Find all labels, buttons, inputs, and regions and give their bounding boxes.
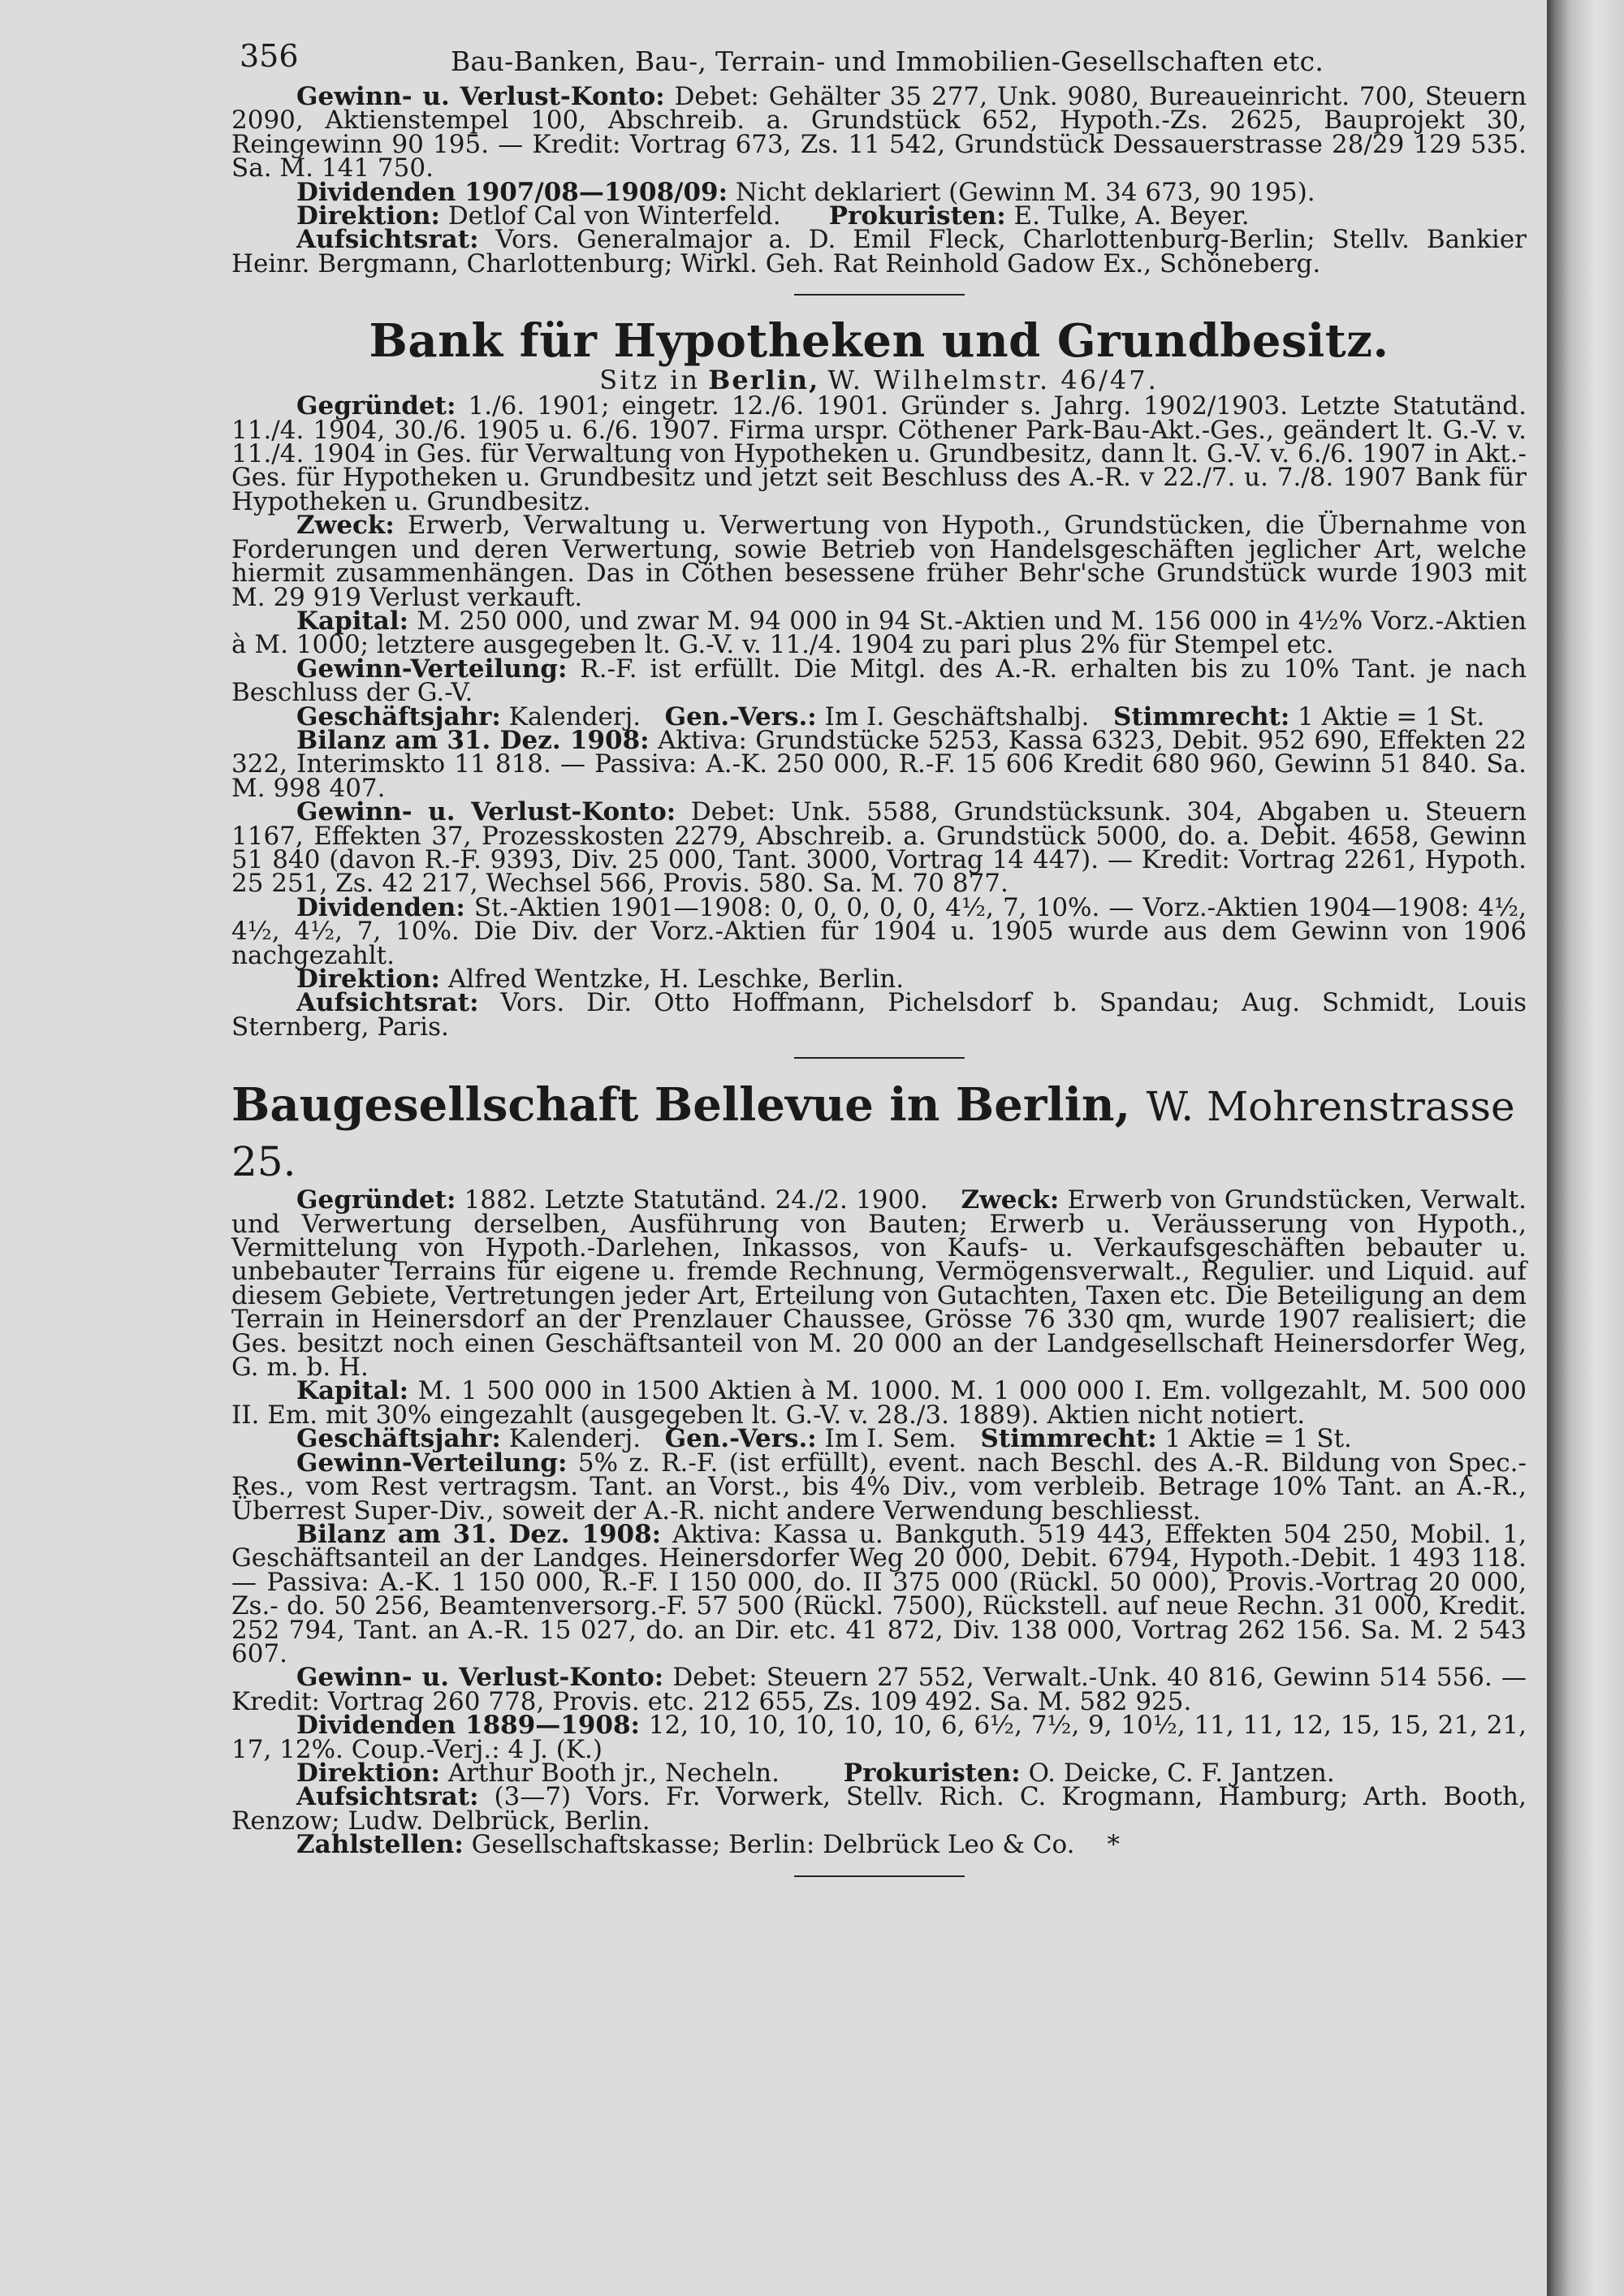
- label: Direktion:: [296, 201, 440, 231]
- kapital-3: [231, 1376, 1527, 1430]
- seat-address: W. Wilhelmstr. 46/47.: [827, 365, 1159, 396]
- aufsichtsrat-2: [231, 988, 1527, 1042]
- label: Prokuristen:: [843, 1758, 1021, 1788]
- entry-text: 1 Aktie = 1 St.: [1164, 1424, 1352, 1454]
- entry-text: Detlof Cal von Winterfeld.: [447, 201, 781, 231]
- label: Gewinn- u. Verlust-Konto:: [296, 1663, 664, 1693]
- aufsichtsrat-1: [231, 225, 1527, 278]
- entry-text: O. Deicke, C. F. Jantzen.: [1028, 1758, 1335, 1788]
- entry-text: Debet: Steuern 27 552, Verwalt.-Unk. 40 816, Gewinn 514 556. — Kredit: Vortrag 260 778, Provis. etc. 212 655, Zs. 109 492. Sa. M. 582 925.: [231, 1663, 1527, 1716]
- label: Stimmrecht:: [1112, 701, 1290, 732]
- entry-text: Kalenderj.: [508, 701, 641, 732]
- seat-city: Berlin,: [708, 365, 820, 396]
- entry-text: M. 250 000, und zwar M. 94 000 in 94 St.-Aktien und M. 156 000 in 4½% Vorz.-Aktien à M. 1000; letztere ausgegeben lt. G.-V. v. 11./4. 1904 zu pari plus 2% für Stempel etc.: [231, 606, 1527, 660]
- dividenden-2: [231, 892, 1527, 970]
- zweck-2: [231, 511, 1527, 612]
- gegruendet-zweck-3: [231, 1185, 1527, 1383]
- gewinn-verteilung-3: [231, 1448, 1527, 1526]
- entry-text: M. 1 500 000 in 1500 Aktien à M. 1000. M. 1 000 000 I. Em. vollgezahlt, M. 500 000 II. Em. mit 30% eingezahlt (ausgegeben lt. G.-V. v. 28./3. 1889). Aktien nicht notiert.: [231, 1376, 1527, 1430]
- label: Kapital:: [296, 1376, 409, 1406]
- entry-text: Nicht deklariert (Gewinn M. 34 673, 90 195).: [735, 177, 1315, 207]
- entry-text: R.-F. ist erfüllt. Die Mitgl. des A.-R. erhalten bis zu 10% Tant. je nach Beschluss der G.-V.: [231, 654, 1527, 708]
- label: Geschäftsjahr:: [296, 1424, 501, 1454]
- entry-text: Alfred Wentzke, H. Leschke, Berlin.: [447, 965, 905, 994]
- section-previous-company: [231, 82, 1527, 278]
- company-title: [231, 1078, 1527, 1189]
- section-separator: [794, 1057, 965, 1059]
- kapital-2: [231, 606, 1527, 660]
- section-separator: [794, 294, 965, 296]
- label: Direktion:: [296, 965, 440, 994]
- label: Zahlstellen:: [296, 1830, 464, 1860]
- label: Dividenden 1907/08—1908/09:: [296, 177, 728, 207]
- label: Aufsichtsrat:: [296, 988, 479, 1018]
- section-baugesellschaft-bellevue: [231, 1078, 1527, 1860]
- label: Gewinn-Verteilung:: [296, 654, 568, 684]
- entry-text: 1./6. 1901; eingetr. 12./6. 1901. Gründer s. Jahrg. 1902/1903. Letzte Statutänd. 11./4. 1904, 30./6. 1905 u. 6./6. 1907. Firma urspr. Cöthener Park-Bau-Akt.-Ges., geändert lt. G.-V. v. 11./4. 1904 in Ges. für Verwaltung von Hypotheken u. Grundbesitz, dann lt. G.-V. v. 6./6. 1907 in Akt.-Ges. für Hypotheken u. Grundbesitz und jetzt seit Beschluss des A.-R. v 22./7. u. 7./8. 1907 Bank für Hypotheken u. Grundbesitz.: [231, 391, 1527, 516]
- section-bank-fuer-hypotheken: [231, 314, 1527, 1042]
- end-mark: *: [1107, 1830, 1121, 1860]
- label: Gegründet:: [296, 1185, 456, 1215]
- label: Gewinn-Verteilung:: [296, 1448, 568, 1478]
- bilanz-3: [231, 1519, 1527, 1668]
- page-edge-shadow: [1547, 0, 1624, 2296]
- label: Geschäftsjahr:: [296, 701, 501, 732]
- company-title: Bank für Hypotheken und Grundbesitz.: [369, 314, 1389, 369]
- entry-text: Vors. Dir. Otto Hoffmann, Pichelsdorf b. Spandau; Aug. Schmidt, Louis Sternberg, Paris.: [231, 988, 1527, 1042]
- company-seat: [231, 365, 1527, 396]
- entry-text: Arthur Booth jr., Necheln.: [447, 1758, 780, 1788]
- aufsichtsrat-3: [231, 1782, 1527, 1836]
- label: Dividenden:: [296, 892, 465, 922]
- label: Stimmrecht:: [980, 1424, 1157, 1454]
- entry-text: 1882. Letzte Statutänd. 24./2. 1900.: [464, 1185, 928, 1215]
- entry-text: Gesellschaftskasse; Berlin: Delbrück Leo & Co.: [471, 1830, 1075, 1860]
- label: Zweck:: [296, 511, 395, 541]
- entry-text: 1 Aktie = 1 St.: [1298, 701, 1485, 732]
- dividenden-3: [231, 1711, 1527, 1764]
- label: Gen.-Vers.:: [664, 1424, 817, 1454]
- entry-text: (3—7) Vors. Fr. Vorwerk, Stellv. Rich. C. Krogmann, Hamburg; Arth. Booth, Renzow; Ludw. Delbrück, Berlin.: [231, 1782, 1527, 1836]
- label: Gewinn- u. Verlust-Konto:: [296, 82, 665, 111]
- label: Dividenden 1889—1908:: [296, 1711, 641, 1741]
- page-number: 356: [240, 38, 299, 74]
- bilanz-2: [231, 725, 1527, 803]
- label: Aufsichtsrat:: [296, 225, 479, 255]
- company-name: Baugesellschaft Bellevue in Berlin,: [231, 1078, 1131, 1133]
- label: Gegründet:: [296, 391, 456, 421]
- entry-text: E. Tulke, A. Beyer.: [1013, 201, 1250, 231]
- page-content: [231, 38, 1527, 1897]
- entry-text: Aktiva: Grundstücke 5253, Kassa 6323, Debit. 952 690, Effekten 22 322, Interimskto 11 818. — Passiva: A.-K. 250 000, R.-F. 15 606 Kredit 680 960, Gewinn 51 840. Sa. M. 998 407.: [231, 725, 1527, 803]
- label: Kapital:: [296, 606, 409, 636]
- label: Direktion:: [296, 1758, 440, 1788]
- gewinn-verlust-konto-1: [231, 82, 1527, 183]
- label: Bilanz am 31. Dez. 1908:: [296, 725, 650, 755]
- zahlstellen-3: [231, 1830, 1527, 1860]
- entry-text: 12, 10, 10, 10, 10, 10, 6, 6½, 7½, 9, 10½, 11, 11, 12, 15, 15, 21, 21, 17, 12%. Coup.-Verj.: 4 J. (K.): [231, 1711, 1527, 1764]
- entry-text: Im I. Geschäftshalbj.: [824, 701, 1090, 732]
- label: Zweck:: [961, 1185, 1060, 1215]
- entry-text: Vors. Generalmajor a. D. Emil Fleck, Charlottenburg-Berlin; Stellv. Bankier Heinr. Bergmann, Charlottenburg; Wirkl. Geh. Rat Reinhold Gadow Ex., Schöneberg.: [231, 225, 1527, 278]
- label: Prokuristen:: [828, 201, 1006, 231]
- gegruendet-2: [231, 391, 1527, 516]
- entry-text: Erwerb von Grundstücken, Verwalt. und Verwertung derselben, Ausführung von Bauten; Erwerb u. Veräusserung von Hypoth., Vermittelung von Hypoth.-Darlehen, Inkassos, von Kaufs- u. Verkaufsgeschäften bebauter u. unbebauter Terrains für eigene u. fremde Rechnung, Vermögensverwalt., Regulier. und Liquid. auf diesem Gebiete, Vertretungen jeder Art, Erteilung von Gutachten, Taxen etc. Die Beteiligung an dem Terrain in Heinersdorf an der Prenzlauer Chaussee, Grösse 76 330 qm, wurde 1907 realisiert; die Ges. besitzt noch einen Geschäftsanteil von M. 20 000 an der Landgesellschaft Heinersdorfer Weg, G. m. b. H.: [231, 1185, 1527, 1383]
- label: Bilanz am 31. Dez. 1908:: [296, 1519, 662, 1549]
- section-separator: [794, 1875, 965, 1877]
- entry-text: Kalenderj.: [508, 1424, 641, 1454]
- label: Aufsichtsrat:: [296, 1782, 479, 1812]
- entry-text: 5% z. R.-F. (ist erfüllt), event. nach Beschl. des A.-R. Bildung von Spec.-Res., vom Rest vertragsm. Tant. an Vorst., bis 4% Div., vom verbleib. Betrage 10% Tant. an A.-R., Überrest Super-Div., soweit der A.-R. nicht andere Verwendung beschliesst.: [231, 1448, 1527, 1526]
- running-head: [231, 38, 1527, 85]
- running-head-title: Bau-Banken, Bau-, Terrain- und Immobilien-Gesellschaften etc.: [451, 45, 1324, 77]
- entry-text: Im I. Sem.: [824, 1424, 957, 1454]
- gewinn-verlust-konto-2: [231, 797, 1527, 899]
- entry-text: St.-Aktien 1901—1908: 0, 0, 0, 0, 0, 4½, 7, 10%. — Vorz.-Aktien 1904—1908: 4½, 4½, 4½, 7, 10%. Die Div. der Vorz.-Aktien für 1904 u. 1905 wurde aus dem Gewinn von 1906 nachgezahlt.: [231, 892, 1527, 970]
- entry-text: Debet: Gehälter 35 277, Unk. 9080, Bureaueinricht. 700, Steuern 2090, Aktienstempel 100, Abschreib. a. Grundstück 652, Hypoth.-Zs. 2625, Bauprojekt 30, Reingewinn 90 195. — Kredit: Vortrag 673, Zs. 11 542, Grundstück Dessauerstrasse 28/29 129 535. Sa. M. 141 750.: [231, 82, 1527, 183]
- seat-prefix: Sitz in: [599, 365, 701, 396]
- entry-text: Aktiva: Kassa u. Bankguth. 519 443, Effekten 504 250, Mobil. 1, Geschäftsanteil an der Landges. Heinersdorfer Weg 20 000, Debit. 6794, Hypoth.-Debit. 1 493 118. — Passiva: A.-K. 1 150 000, R.-F. I 150 000, do. II 375 000 (Rückl. 50 000), Provis.-Vortrag 20 000, Zs.- do. 50 256, Beamtenversorg.-F. 57 500 (Rückl. 7500), Rückstell. auf neue Rechn. 31 000, Kredit. 252 794, Tant. an A.-R. 15 027, do. an Dir. etc. 41 872, Div. 138 000, Vortrag 262 156. Sa. M. 2 543 607.: [231, 1519, 1527, 1668]
- gewinn-verteilung-2: [231, 654, 1527, 708]
- entry-text: Erwerb, Verwaltung u. Verwertung von Hypoth., Grundstücken, die Übernahme von Forderungen und deren Verwertung, sowie Betrieb von Handelsgeschäften jeglicher Art, welche hiermit zusammenhängen. Das in Cöthen besessene früher Behr'sche Grundstück wurde 1903 mit M. 29 919 Verlust verkauft.: [231, 511, 1527, 612]
- entry-text: Debet: Unk. 5588, Grundstücksunk. 304, Abgaben u. Steuern 1167, Effekten 37, Prozesskosten 2279, Abschreib. a. Grundstück 5000, do. a. Debit. 4658, Gewinn 51 840 (davon R.-F. 9393, Div. 25 000, Tant. 3000, Vortrag 14 447). — Kredit: Vortrag 2261, Hypoth. 25 251, Zs. 42 217, Wechsel 566, Provis. 580. Sa. M. 70 877.: [231, 797, 1527, 899]
- label: Gen.-Vers.:: [664, 701, 817, 732]
- company-address: W. Mohrenstrasse 25.: [231, 1083, 1515, 1186]
- gewinn-verlust-konto-3: [231, 1663, 1527, 1716]
- label: Gewinn- u. Verlust-Konto:: [296, 797, 676, 827]
